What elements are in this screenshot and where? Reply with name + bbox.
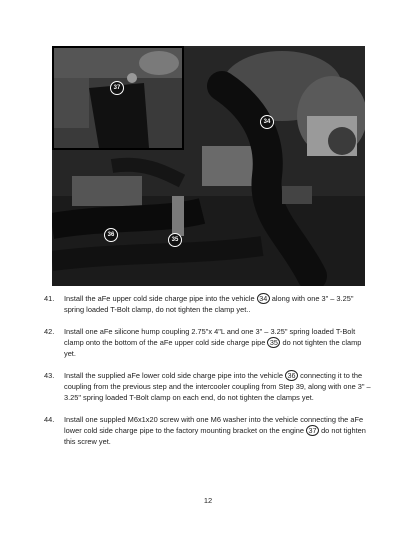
step-number: 43. (44, 371, 55, 380)
step-42 (44, 326, 374, 359)
step-43 (44, 370, 374, 403)
step-text: Install the supplied aFe lower cold side charge pipe into the vehicle (64, 371, 283, 380)
step-text: Install one aFe silicone hump coupling 2.75"x 4"L and one 3" – 3.25" spring loaded T-Bolt clamp onto the bottom of the aFe upper cold side charge pipe (64, 327, 356, 347)
callout-34: 34 (260, 115, 274, 129)
step-text-cont: do not tighten this screw yet. (64, 426, 366, 446)
step-44 (44, 414, 374, 447)
instruction-steps (44, 293, 374, 458)
callout-37: 37 (110, 81, 124, 95)
step-text-cont: connecting it to the coupling from the previous step and the intercooler coupling from Step 39, along with one 3" – 3.25" spring loaded T-Bolt clamp on each end, do not tighten the clamps yet. (64, 371, 371, 402)
step-number: 44. (44, 415, 55, 424)
callout-35: 35 (168, 233, 182, 247)
inset-detail-photo (52, 46, 184, 150)
step-text-cont: along with one 3" – 3.25" spring loaded T-Bolt clamp, do not tighten the clamp yet.. (64, 294, 354, 314)
step-reference-badge: 37 (306, 425, 319, 436)
step-text-cont: do not tighten the clamp yet. (64, 338, 362, 358)
step-41 (44, 293, 374, 315)
step-reference-badge: 36 (285, 370, 298, 381)
step-text: Install one suppled M6x1x20 screw with one M6 washer into the vehicle connecting the aFe lower cold side charge pipe to the factory mounting bracket on the engine (64, 415, 364, 435)
step-number: 41. (44, 294, 55, 303)
engine-bay-photo (52, 46, 365, 286)
page-number: 12 (203, 496, 213, 505)
callout-36: 36 (104, 228, 118, 242)
step-reference-badge: 35 (267, 337, 280, 348)
step-number: 42. (44, 327, 55, 336)
step-reference-badge: 34 (257, 293, 270, 304)
inset-photo-illustration (54, 48, 182, 148)
step-text: Install the aFe upper cold side charge pipe into the vehicle (64, 294, 255, 303)
